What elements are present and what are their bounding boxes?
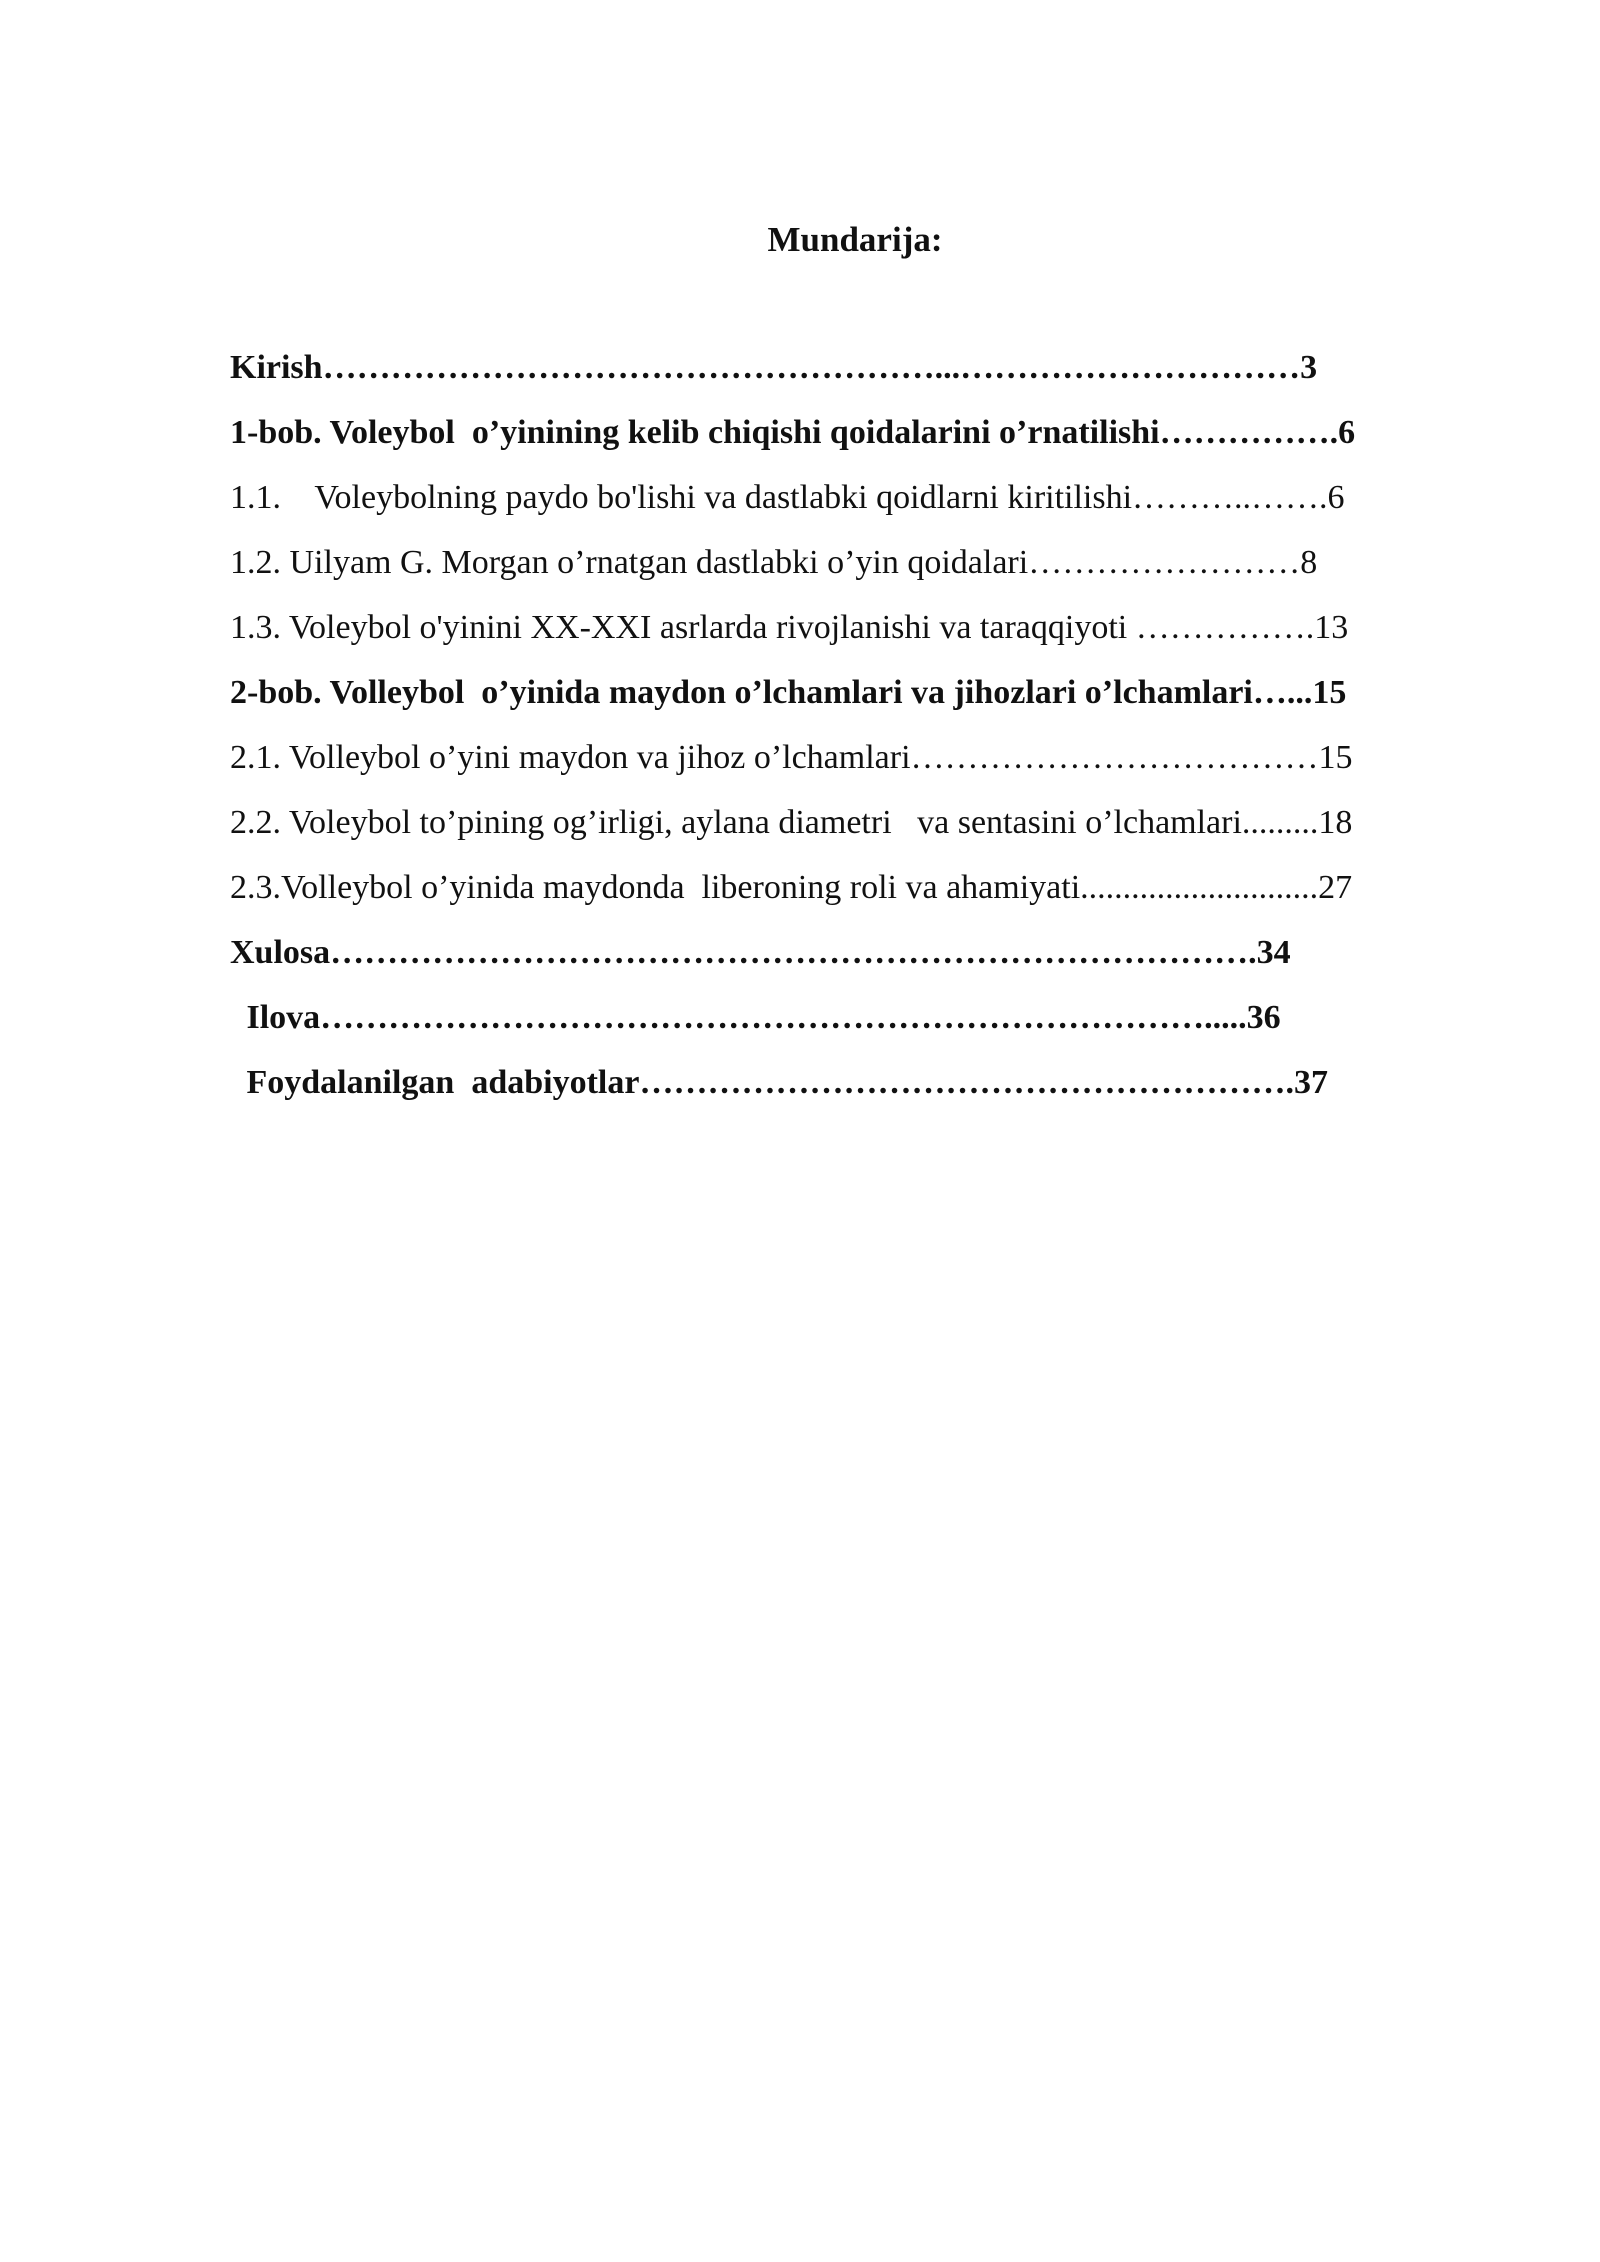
toc-entry-adabiyotlar (0, 1063, 1600, 1128)
toc-entry-text: 1.1. Voleybolning paydo bo'lishi va dastlabki qoidlarni kiritilishi………..…….6 (230, 479, 1345, 516)
toc-entry-section-2-2 (0, 803, 1600, 868)
toc-entry-text: Xulosa……………………………………………………………………….34 (230, 934, 1291, 971)
toc-entry-section-1-2 (0, 543, 1600, 608)
toc-entry-chapter-1 (0, 413, 1600, 478)
toc-entry-chapter-2 (0, 673, 1600, 738)
toc-entry-text: 1-bob. Voleybol o’yinining kelib chiqishi qoidalarini o’rnatilishi…………….6 (230, 414, 1356, 451)
toc-entry-section-1-1 (0, 478, 1600, 543)
table-of-contents (0, 348, 1600, 1128)
toc-entry-kirish (0, 348, 1600, 413)
toc-entry-section-2-1 (0, 738, 1600, 803)
toc-entry-section-2-3 (0, 868, 1600, 933)
toc-entry-section-1-3 (0, 608, 1600, 673)
toc-entry-text: Ilova…………………………………………………………………….....36 (238, 999, 1281, 1036)
toc-entry-text: 2.3.Volleybol o’yinida maydonda liberoning roli va ahamiyati............................27 (230, 869, 1353, 906)
toc-entry-text: 2-bob. Volleybol o’yinida maydon o’lchamlari va jihozlari o’lchamlari…...15 (230, 674, 1347, 711)
page-title: Mundarija: (767, 220, 943, 259)
toc-entry-text: Foydalanilgan adabiyotlar………………………………………………….37 (238, 1064, 1328, 1101)
toc-entry-text: 2.2. Voleybol to’pining og’irligi, aylana diametri va sentasini o’lchamlari.........18 (230, 804, 1353, 841)
toc-entry-text: 1.3. Voleybol o'yinini XX-XXI asrlarda rivojlanishi va taraqqiyoti …………….13 (230, 609, 1349, 646)
toc-entry-text: 1.2. Uilyam G. Morgan o’rnatgan dastlabki o’yin qoidalari……………………8 (230, 544, 1318, 581)
toc-entry-text: Kirish………………………………………………...…………………………3 (230, 349, 1318, 386)
toc-entry-text: 2.1. Volleybol o’yini maydon va jihoz o’lchamlari………………………………15 (230, 739, 1353, 776)
toc-entry-xulosa (0, 933, 1600, 998)
toc-entry-ilova (0, 998, 1600, 1063)
